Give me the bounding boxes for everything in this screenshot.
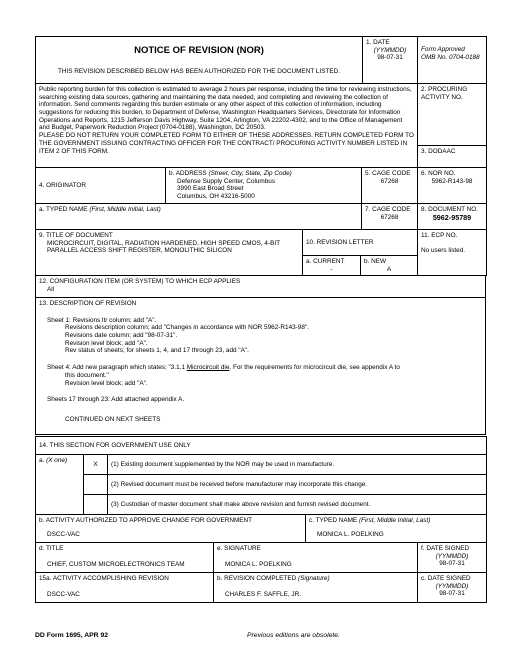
omb-cell — [418, 37, 487, 84]
revision-letter-label: 10. REVISION LETTER — [306, 238, 374, 246]
dodaac-label: 3. DODAAC — [421, 148, 456, 155]
date-signed-c-value: 98-07-31 — [439, 590, 465, 598]
originator-cell — [36, 168, 166, 204]
option-2-checkbox[interactable] — [84, 475, 108, 495]
sheet1-line-1: Revisions description column; add "Changes in accordance with NOR 5962-R143-98". — [65, 324, 309, 332]
form-approved: Form Approved — [421, 46, 465, 53]
revision-completed-label: b. REVISION COMPLETED — [217, 575, 297, 582]
typed-name-c-label-line — [309, 517, 483, 525]
typed-name-c-value: MONICA L. POELKING — [317, 530, 384, 538]
header-title-cell — [36, 37, 363, 84]
date-signed-value: 98-07-31 — [439, 560, 465, 568]
cage5-cell — [362, 168, 418, 204]
date-cell — [363, 37, 418, 84]
config-item-value: All — [47, 285, 55, 293]
title-cell — [36, 543, 214, 573]
address-label: b. ADDRESS — [169, 170, 207, 177]
revision-completed-cell — [214, 573, 418, 603]
accomplish-label: 15a. ACTIVITY ACCOMPLISHING REVISION — [39, 575, 169, 582]
approve-cell — [36, 515, 306, 543]
title-doc-table — [35, 229, 487, 276]
sheet17-line: Sheets 17 through 23: Add attached appendix A. — [47, 396, 185, 404]
sheet4-link: Microcircuit die — [186, 364, 230, 372]
gov-use-table — [35, 436, 487, 515]
burden-cell — [36, 84, 418, 168]
form-footer — [35, 632, 486, 639]
doc-title-label: 9. TITLE OF DOCUMENT — [39, 232, 113, 239]
sheet4-suffix: . For the requirements for microcircuit die, see appendix A to — [229, 364, 400, 372]
cage5-value: 67268 — [380, 177, 399, 185]
accomplish-cell — [36, 573, 214, 603]
date-signed-c-format: (YYMMDD) — [435, 582, 469, 590]
doc-title-value: MICROCIRCUIT, DIGITAL, RADIATION HARDENED, HIGH SPEED CMOS, 4-BIT PARALLEL ACCESS SHIFT REGISTER, MONOLITHIC SILICON — [47, 239, 280, 255]
typed-name-c-label: c. TYPED NAME — [309, 517, 358, 524]
gov-use-label: 14. THIS SECTION FOR GOVERNMENT USE ONLY — [39, 441, 191, 449]
description-table — [35, 275, 486, 435]
typed-name-a-cell — [36, 204, 362, 230]
doc-no-value: 5962-95789 — [432, 212, 472, 222]
option-3-cell — [108, 495, 487, 515]
date-label: 1. DATE — [366, 39, 390, 46]
sheet1-head: Sheet 1: Revisions ltr column; add "A". — [47, 316, 157, 324]
title-label: d. TITLE — [39, 545, 64, 552]
date-value: 98-07-31 — [377, 54, 403, 62]
x-one-italic: (X one) — [46, 457, 68, 464]
option-3-checkbox[interactable] — [84, 495, 108, 515]
originator-table — [35, 167, 487, 230]
address-line-3: Columbus, OH 43216-5000 — [177, 193, 255, 201]
obsolete-note: Previous editions are obsolete. — [247, 632, 340, 639]
sheet1-line-4: Rev status of sheets; for sheets 1, 4, and 17 through 23, add "A". — [65, 347, 249, 355]
return-text: PLEASE DO NOT RETURN YOUR COMPLETED FORM TO EITHER OF THESE ADDRESSES. RETURN COMPLETED FORM TO THE GOVERNMENT ISSUING CONTRACTING OFFICER FOR THE CONTRACT/ PROCURING ACTIVITY NUMBER LISTED IN ITEM 2 OF THIS FORM. — [39, 132, 414, 155]
address-label-italic: (Street, City, State, Zip Code) — [208, 170, 292, 177]
address-cell — [166, 168, 362, 204]
typed-name-a-label: a. TYPED NAME — [39, 206, 88, 213]
address-line-2: 3990 East Broad Street — [177, 185, 244, 193]
ecp-value: No users listed. — [421, 246, 466, 254]
authorized-text: THIS REVISION DESCRIBED BELOW HAS BEEN AUTHORIZED FOR THE DOCUMENT LISTED. — [57, 68, 341, 76]
sheet4-prefix: Sheet 4: Add new paragraph which states; "3.1.1 — [47, 364, 187, 372]
approve-table — [35, 514, 487, 543]
doc-no-cell — [418, 204, 487, 230]
gov-use-cell — [36, 437, 487, 455]
x-one-label: a. — [39, 457, 45, 464]
procuring-label: 2. PROCURING ACTIVITY NO. — [421, 86, 468, 101]
option-2-cell — [108, 475, 487, 495]
date-signed-c-cell — [418, 573, 487, 603]
nor-no-value: 5962-R143-98 — [431, 177, 473, 185]
header-table — [35, 36, 487, 84]
revision-completed-label-line — [217, 575, 414, 583]
new-rev-cell — [361, 256, 418, 276]
ecp-label: 11. ECP NO. — [421, 232, 458, 239]
new-rev-value: A — [386, 265, 392, 273]
continued-text: CONTINUED ON NEXT SHEETS — [65, 415, 161, 423]
cage5-label: 5. CAGE CODE — [365, 170, 411, 177]
accomplish-value: DSCC-VAC — [47, 590, 80, 598]
cage7-cell — [362, 204, 418, 230]
signature-label: e. SIGNATURE — [217, 545, 261, 552]
option-3-text: (3) Custodian of master document shall make above revision and furnish revised document. — [111, 500, 371, 508]
signature-cell — [214, 543, 418, 573]
option-1-cell — [108, 455, 487, 475]
sheet4-line — [39, 364, 482, 372]
burden-text: Public reporting burden for this collection is estimated to average 2 hours per response, including the time for reviewing instructions, searching existing data sources, gathering and maintaining the data needed, and completing and reviewing the collection of information. Send comments regarding this burden estimate or any other aspect of this collection of information, including suggestions for reducing this burden, to Department of Defense, Washington Headquarters Services, Directorate for Information Operations and Reports, 1215 Jefferson Davis Highway, Suite 1204, Arlington, VA 22202-4302, and to the Office of Management and Budget, Paperwork Reduction Project (0704-0188), Washington, DC 20503. — [39, 86, 412, 132]
date-signed-label: f. DATE SIGNED — [421, 545, 470, 552]
typed-name-c-italic: (First, Middle Initial, Last) — [358, 517, 431, 524]
config-item-label: 12. CONFIGURATION ITEM (OR SYSTEM) TO WHICH ECP APPLIES — [39, 278, 241, 285]
nor-no-label: 6. NOR NO. — [421, 170, 456, 177]
option-2-text: (2) Revised document must be received before manufacturer may incorporate this change. — [111, 480, 368, 488]
title-value: CHIEF, CUSTOM MICROELECTRONICS TEAM — [47, 560, 185, 568]
approve-value: DSCC-VAC — [47, 530, 80, 538]
form-id: DD Form 1695, APR 92 — [35, 632, 109, 639]
address-line-1: Defense Supply Center, Columbus — [177, 177, 276, 185]
description-cell — [36, 298, 486, 435]
form-title: NOTICE OF REVISION (NOR) — [134, 45, 264, 56]
cage7-value: 67268 — [380, 213, 399, 221]
current-rev-label: a. CURRENT — [306, 258, 345, 265]
procuring-cell — [418, 84, 487, 146]
date-format: (YYMMDD) — [373, 46, 407, 54]
sheet4-line-1: this document." — [65, 371, 109, 379]
revision-letter-cell — [303, 230, 418, 256]
signature-table — [35, 542, 487, 603]
originator-label: 4. ORIGINATOR — [39, 181, 86, 189]
sheet4-line-2: Revision level block; add "A". — [65, 379, 148, 387]
revision-completed-value: CHARLES F. SAFFLE, JR. — [225, 590, 301, 598]
new-rev-label: b. NEW — [364, 258, 387, 265]
doc-no-label: 8. DOCUMENT NO. — [421, 206, 479, 213]
ecp-cell — [418, 230, 487, 276]
option-1-text: (1) Existing document supplemented by the NOR may be used in manufacture. — [111, 460, 335, 468]
approve-label: b. ACTIVITY AUTHORIZED TO APPROVE CHANGE FOR GOVERNMENT — [39, 517, 253, 524]
date-signed-cell — [418, 543, 487, 573]
nor-no-cell — [418, 168, 487, 204]
sheet1-line-2: Revisions date column; add "98-07-31". — [65, 332, 178, 340]
typed-name-c-cell — [306, 515, 487, 543]
config-item-cell — [36, 276, 486, 298]
option-1-checkbox[interactable] — [84, 455, 108, 475]
sheet1-line-3: Revision level block; add "A". — [65, 339, 148, 347]
cage7-label: 7. CAGE CODE — [365, 206, 411, 213]
dodaac-cell — [418, 146, 487, 168]
current-rev-cell — [303, 256, 361, 276]
x-one-cell — [36, 455, 84, 515]
current-rev-value: - — [330, 265, 333, 273]
revision-completed-italic: (Signature) — [297, 575, 330, 582]
date-signed-c-label: c. DATE SIGNED — [421, 575, 471, 582]
typed-name-a-italic: (First, Middle Initial, Last) — [89, 206, 161, 213]
omb-number: OMB No. 0704-0188 — [421, 53, 480, 61]
signature-value: MONICA L. POELKING — [225, 560, 292, 568]
option-1-mark: X — [93, 460, 98, 468]
doc-title-cell — [36, 230, 303, 276]
date-signed-format: (YYMMDD) — [435, 552, 469, 560]
description-label: 13. DESCRIPTION OF REVISION — [39, 300, 137, 307]
burden-table — [35, 83, 487, 168]
